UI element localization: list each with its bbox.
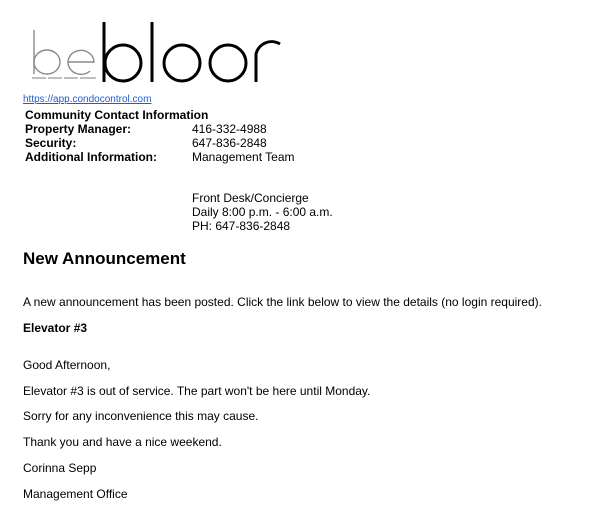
announcement-body-line: Sorry for any inconvenience this may cause.	[23, 409, 259, 423]
contact-label: Property Manager:	[25, 122, 132, 136]
contact-heading: Community Contact Information	[25, 108, 209, 122]
announcement-intro: A new announcement has been posted. Click the link below to view the details (no login required).	[23, 295, 542, 309]
announcement-body-line: Elevator #3 is out of service. The part won't be here until Monday.	[23, 384, 371, 398]
front-desk-info	[192, 191, 333, 233]
contact-value: 416-332-4988	[192, 122, 267, 136]
contact-row-additional-info	[25, 150, 295, 164]
condocontrol-link[interactable]: https://app.condocontrol.com	[23, 94, 152, 105]
front-desk-title: Front Desk/Concierge	[192, 191, 309, 205]
contact-label: Additional Information:	[25, 150, 157, 164]
announcement-greeting: Good Afternoon,	[23, 358, 111, 372]
announcement-title: New Announcement	[23, 249, 186, 268]
contact-value: Management Team	[192, 150, 295, 164]
bebloor-logo	[30, 20, 290, 92]
announcement-body-line: Thank you and have a nice weekend.	[23, 435, 222, 449]
front-desk-hours: Daily 8:00 p.m. - 6:00 a.m.	[192, 205, 333, 219]
contact-label: Security:	[25, 136, 77, 150]
contact-info	[25, 108, 295, 164]
signature-name: Corinna Sepp	[23, 461, 97, 475]
announcement-subject: Elevator #3	[23, 321, 88, 335]
contact-row-security	[25, 136, 295, 150]
signature-office: Management Office	[23, 487, 128, 501]
contact-row-property-manager	[25, 122, 295, 136]
contact-value: 647-836-2848	[192, 136, 267, 150]
front-desk-phone: PH: 647-836-2848	[192, 219, 291, 233]
